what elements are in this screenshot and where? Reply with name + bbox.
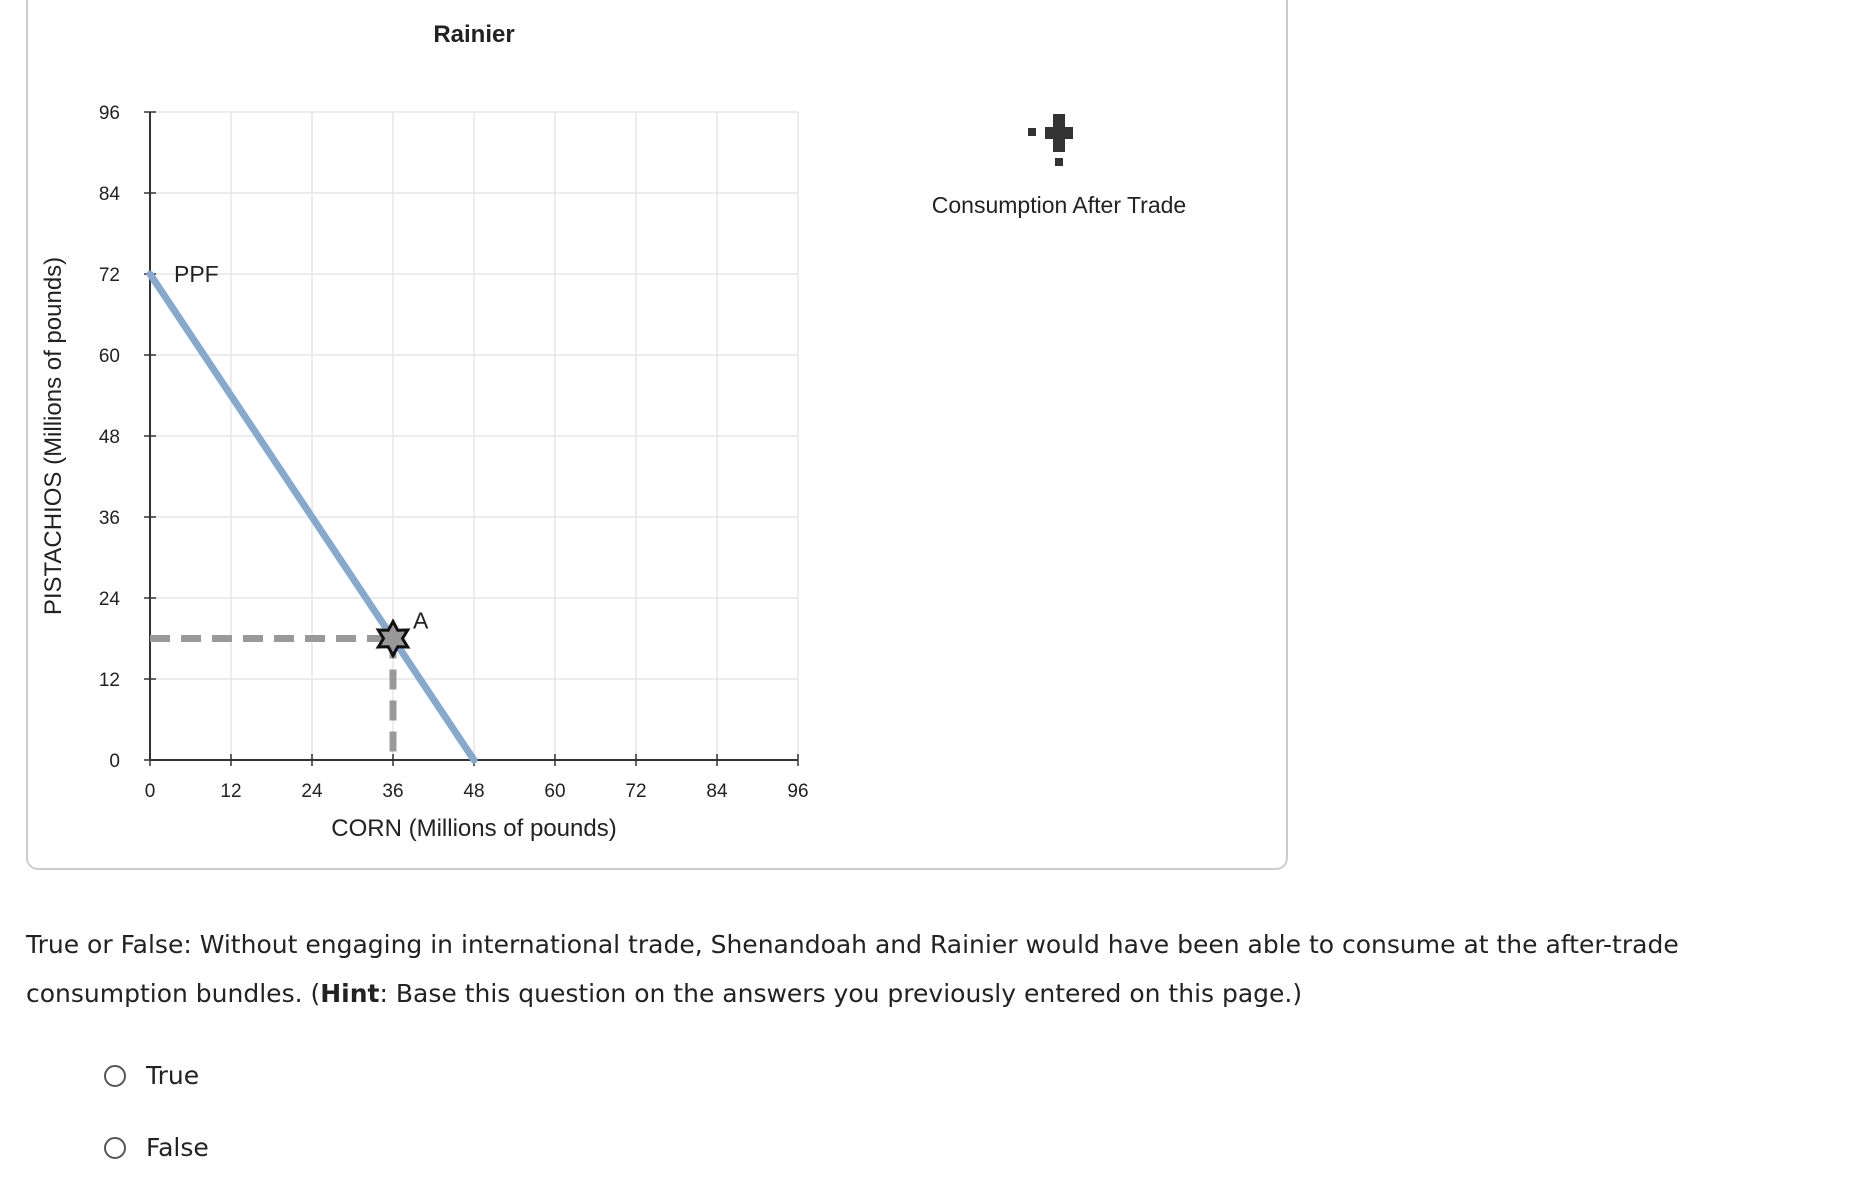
x-tick-label: 24 (301, 781, 323, 802)
question-text (26, 920, 1826, 1018)
y-tick-label: 48 (98, 427, 120, 448)
y-tick-label: 24 (98, 589, 120, 610)
chart (28, 0, 1290, 872)
radio-true[interactable] (104, 1065, 126, 1087)
plus-icon-dot-bottom (1055, 158, 1063, 166)
chart-title: Rainier (433, 21, 515, 48)
option-true-label: True (146, 1061, 200, 1090)
ppf-label: PPF (174, 261, 219, 287)
y-tick-label: 0 (109, 751, 120, 772)
graph-panel (26, 0, 1288, 870)
legend-label: Consumption After Trade (931, 192, 1187, 218)
x-tick-label: 60 (544, 781, 566, 802)
y-tick-label: 12 (98, 670, 120, 691)
x-tick-label: 36 (382, 781, 404, 802)
y-tick-label: 96 (98, 103, 120, 124)
y-tick-label: 60 (98, 346, 120, 367)
x-axis-label: CORN (Millions of pounds) (331, 815, 617, 842)
point-a-label: A (413, 607, 429, 634)
y-tick-label: 72 (98, 265, 120, 286)
x-tick-label: 48 (463, 781, 485, 802)
plus-icon (1028, 114, 1073, 166)
plus-icon-dot-left (1028, 128, 1036, 136)
y-tick-label: 84 (98, 184, 120, 205)
x-tick-label: 12 (220, 781, 242, 802)
option-true[interactable] (104, 1061, 199, 1090)
question-prefix: True or False: Without engaging in international trade, Shenandoah and Rainier would have been able to consume at the after-trade consumption bundles. ( (26, 930, 1679, 1008)
question-suffix: : Base this question on the answers you previously entered on this page.) (379, 979, 1303, 1008)
option-false[interactable] (104, 1133, 209, 1162)
x-tick-label: 84 (706, 781, 728, 802)
y-axis-label: PISTACHIOS (Millions of pounds) (40, 256, 67, 616)
option-false-label: False (146, 1133, 209, 1162)
y-tick-label: 36 (98, 508, 120, 529)
radio-false[interactable] (104, 1137, 126, 1159)
x-tick-label: 72 (625, 781, 647, 802)
plus-icon-horizontal (1045, 127, 1073, 139)
x-tick-label: 96 (787, 781, 809, 802)
x-tick-label: 0 (144, 781, 156, 802)
hint-label: Hint (320, 979, 380, 1008)
